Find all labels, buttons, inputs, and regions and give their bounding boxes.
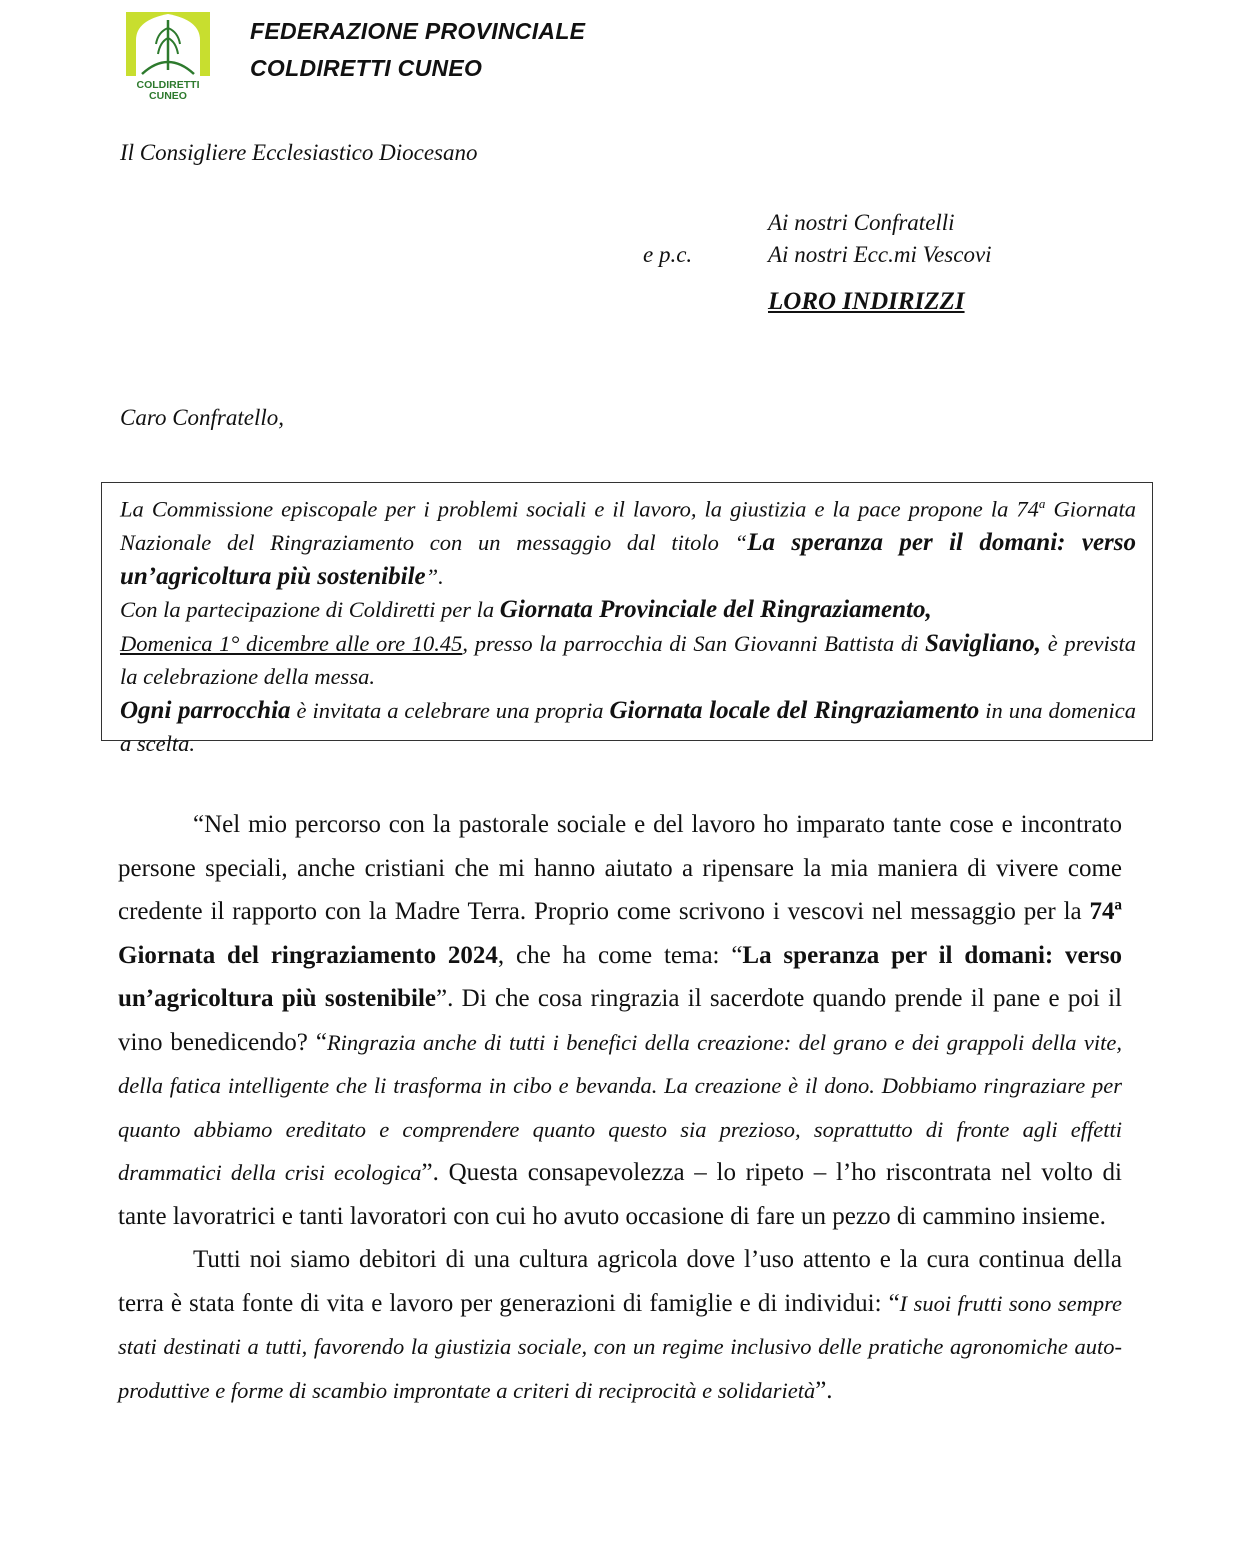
letter-body [118, 803, 1122, 1412]
org-name-line1: FEDERAZIONE PROVINCIALE [250, 18, 586, 44]
body-text: , che ha come tema: “ [497, 941, 743, 969]
notice-text: ”. [425, 563, 444, 589]
event-date: Domenica 1° dicembre alle ore 10.45 [120, 630, 463, 656]
body-text: ”. Questa consapevolezza – lo ripeto – l’ho riscontrata nel volto di tante lavoratrici e tanti lavoratori con cui ho avuto occasione di fare un pezzo di cammino insieme. [118, 1159, 1122, 1230]
notice-text: Con la partecipazione di Coldiretti per la [120, 597, 500, 622]
org-name-line2: COLDIRETTI CUNEO [250, 55, 483, 81]
body-text: ”. Di che cosa ringrazia il sacerdote quando prende il pane e poi il vino benedicendo? “ [118, 985, 1122, 1056]
salutation: Caro Confratello, [120, 405, 284, 430]
body-quote: I suoi frutti sono sempre stati destinati a tutti, favorendo la giustizia sociale, con un regime inclusivo delle pratiche agronomiche auto-produttive e forme di scambio improntate a criteri di reciprocità e solidarietà [118, 1290, 1122, 1403]
notice-text: , presso la parrocchia di San Giovanni Battista di [462, 630, 926, 656]
recipient-address: LORO INDIRIZZI [768, 288, 965, 315]
notice-box [101, 482, 1153, 756]
sender: Il Consigliere Ecclesiastico Diocesano [120, 140, 478, 165]
notice-superscript: a [1038, 496, 1046, 511]
notice-text: La Commissione episcopale per i problemi sociali e il lavoro, la giustizia e la pace propone la 74 [120, 496, 1039, 522]
notice-paragraph [120, 694, 1136, 761]
coldiretti-logo [122, 10, 214, 102]
recipient-line2: Ai nostri Ecc.mi Vescovi [768, 242, 992, 267]
body-quote: Ringrazia anche di tutti i benefici della creazione: del grano e dei grappoli della vite, della fatica intelligente che li trasforma in cibo e bevanda. La creazione è il dono. Dobbiamo ringraziare per quanto abbiamo ereditato e comprendere quanto questo sia prezioso, soprattutto di fronte agli effetti drammatici della crisi ecologica [118, 1029, 1123, 1185]
body-paragraph [118, 1238, 1122, 1412]
notice-bold: Ogni parrocchia [120, 696, 291, 724]
message-title: La speranza per il domani: verso un’agricoltura più sostenibile [120, 529, 1136, 590]
logo-text: CUNEO [149, 90, 187, 102]
notice-text: è prevista la celebrazione della messa. [120, 630, 1137, 689]
cc-label: e p.c. [643, 242, 693, 267]
notice-paragraph [120, 593, 1136, 694]
notice-text: Giornata Nazionale del Ringraziamento con un messaggio dal titolo “ [120, 496, 1136, 555]
notice-text: è invitata a celebrare una propria [290, 697, 610, 723]
body-text: Tutti noi siamo debitori di una cultura agricola dove l’uso attento e la cura continua della terra è stata fonte di vita e lavoro per generazioni di famiglie e di individui: “ [118, 1246, 1122, 1317]
notice-text: in una domenica a scelta. [120, 697, 1136, 756]
recipient-line1: Ai nostri Confratelli [768, 210, 955, 235]
body-bold: La speranza per il domani: verso un’agricoltura più sostenibile [118, 941, 1122, 1012]
body-bold: 74ª Giornata del ringraziamento 2024 [118, 898, 1122, 969]
event-place: Savigliano, [925, 629, 1042, 657]
notice-paragraph [120, 487, 1136, 593]
body-text: ”. [815, 1376, 833, 1404]
event-name: Giornata Provinciale del Ringraziamento, [499, 596, 932, 623]
logo-text: COLDIRETTI [136, 79, 200, 91]
body-paragraph [118, 803, 1122, 1238]
notice-bold: Giornata locale del Ringraziamento [609, 696, 980, 724]
body-text: “Nel mio percorso con la pastorale sociale e del lavoro ho imparato tante cose e incontrato persone speciali, anche cristiani che mi hanno aiutato a ripensare la mia maniera di vivere come credente il rapporto con la Madre Terra. Proprio come scrivono i vescovi nel messaggio per la [118, 811, 1122, 925]
